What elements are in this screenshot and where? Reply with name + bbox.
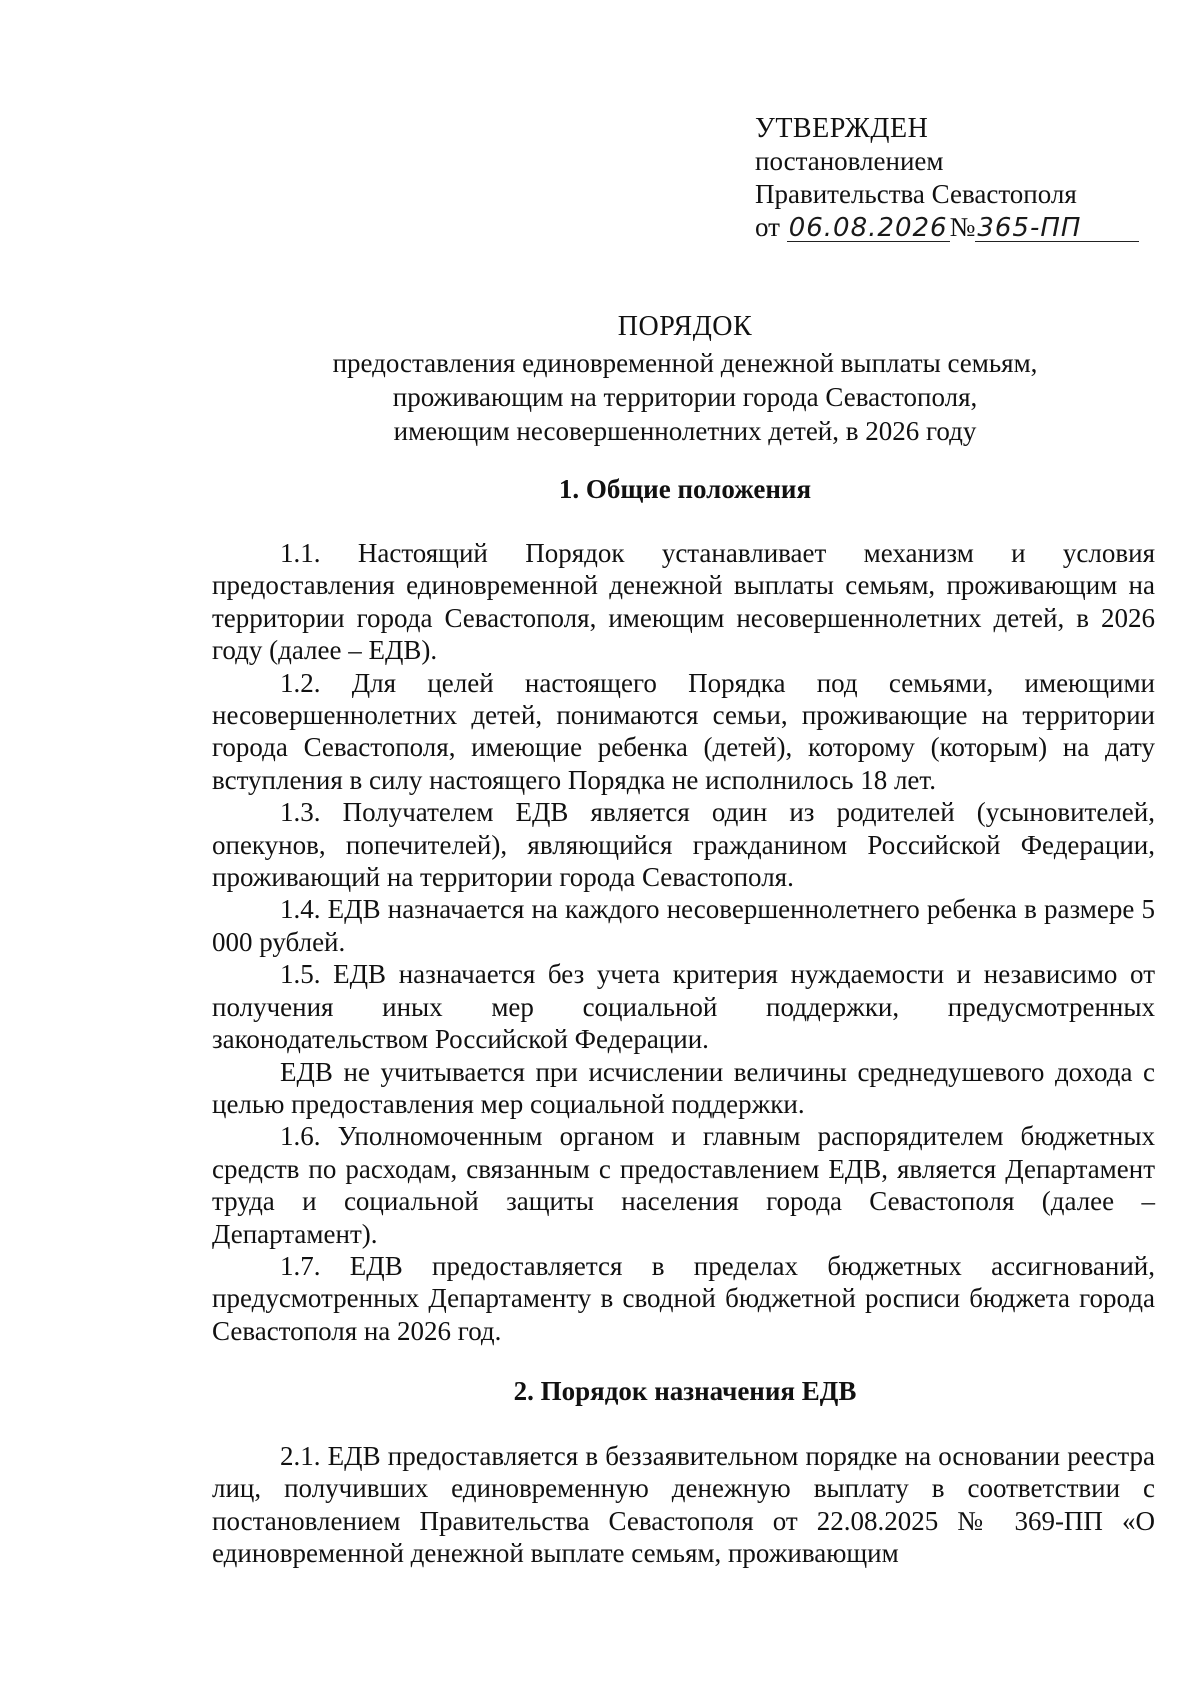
paragraph-1-5: 1.5. ЕДВ назначается без учета критерия нуждаемости и независимо от получения иных мер социальной поддержки, предусмотренных законодательством Российской Федерации. [212, 959, 1155, 1055]
document-subtitle-line-3: имеющим несовершеннолетних детей, в 2026 году [393, 416, 977, 446]
paragraph-1-7: 1.7. ЕДВ предоставляется в пределах бюджетных ассигнований, предусмотренных Департаменту в сводной бюджетной росписи бюджета города Севастополя на 2026 год. [212, 1250, 1155, 1346]
document-title-block [160, 310, 1200, 448]
paragraph-1-5-continued: ЕДВ не учитывается при исчислении величины среднедушевого дохода с целью предоставления мер социальной поддержки. [212, 1056, 1155, 1119]
authority-label: Правительства Севастополя [755, 179, 1077, 209]
document-title: ПОРЯДОК [617, 311, 753, 342]
section-1-body [212, 537, 1155, 1347]
section-2-heading: 2. Порядок назначения ЕДВ [513, 1376, 857, 1406]
section-2-body [212, 1440, 1155, 1570]
paragraph-1-1: 1.1. Настоящий Порядок устанавливает механизм и условия предоставления единовременной денежной выплаты семьям, проживающим на территории города Севастополя, имеющим несовершеннолетних детей, в 2026 году (далее – ЕДВ). [212, 538, 1155, 666]
paragraph-1-4: 1.4. ЕДВ назначается на каждого несовершеннолетнего ребенка в размере 5 000 рублей. [212, 894, 1155, 957]
resolution-label: постановлением [755, 146, 944, 176]
paragraph-1-6: 1.6. Уполномоченным органом и главным распорядителем бюджетных средств по расходам, связанным с предоставлением ЕДВ, является Департамент труда и социальной защиты населения города Севастополя (далее – Департамент). [212, 1121, 1155, 1249]
approved-label: УТВЕРЖДЕН [755, 113, 929, 144]
document-subtitle-line-1: предоставления единовременной денежной выплаты семьям, [332, 348, 1038, 378]
date-number-line [755, 211, 1115, 244]
date-prefix: от [755, 212, 780, 242]
paragraph-1-3: 1.3. Получателем ЕДВ является один из родителей (усыновителей, опекунов, попечителей), являющийся гражданином Российской Федерации, проживающий на территории города Севастополя. [212, 797, 1155, 893]
section-1-heading: 1. Общие положения [558, 474, 812, 504]
paragraph-1-2: 1.2. Для целей настоящего Порядка под семьями, имеющими несовершеннолетних детей, понимаются семьи, проживающие на территории города Севастополя, имеющие ребенка (детей), которому (которым) на дату вступления в силу настоящего Порядка не исполнилось 18 лет. [212, 667, 1155, 795]
handwritten-number: 365-ПП [975, 215, 1139, 242]
number-sign: № [949, 212, 976, 242]
document-subtitle-line-2: проживающим на территории города Севастополя, [392, 382, 978, 412]
handwritten-date: 06.08.2026 [788, 213, 948, 243]
approval-stamp-block [755, 112, 1115, 244]
paragraph-2-1: 2.1. ЕДВ предоставляется в беззаявительном порядке на основании реестра лиц, получивших единовременную денежную выплату в соответствии с постановлением Правительства Севастополя от 22.08.2025 № 369-ПП «О единовременной денежной выплате семьям, проживающим [212, 1441, 1155, 1569]
